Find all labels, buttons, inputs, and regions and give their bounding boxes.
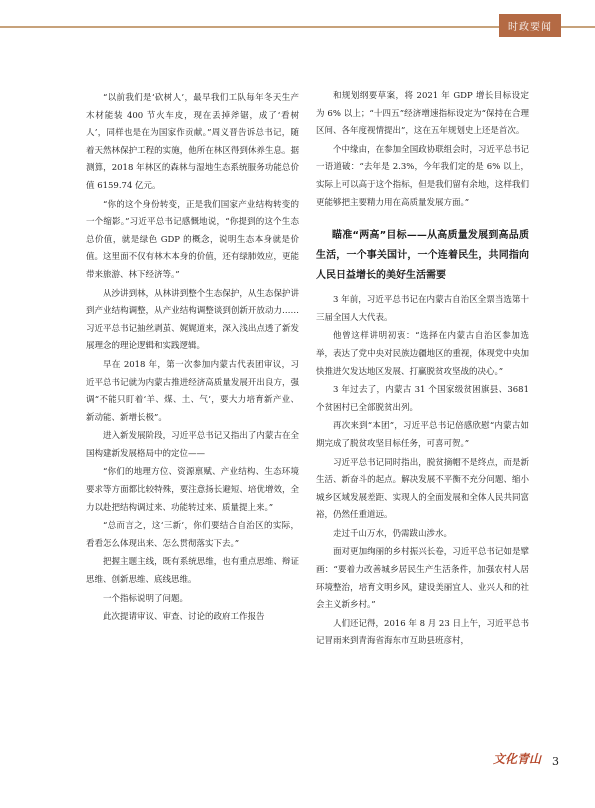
paragraph: 从沙讲到林，从林讲到整个生态保护，从生态保护讲到产业结构调整，从产业结构调整谈到创新开放动力……习近平总书记抽丝剥茧、娓娓道来，深入浅出点透了新发展理念的理论逻辑和实践逻辑。 [86,288,299,352]
section-subheading: 瞄准“两高”目标——从高质量发展到高品质生活，一个事关国计，一个连着民生，共同指向人民日益增长的美好生活需要 [316,230,529,282]
paragraph: “你的这个身份转变，正是我们国家产业结构转变的一个缩影。”习近平总书记感慨地说，“你提到的这个生态总价值，就是绿色 GDP 的概念，说明生态本身就是价值。这里面不仅有林木本身的价值，还有绿肺效应，更能带来旅游、林下经济等。” [86,199,299,280]
left-column [86,90,299,628]
paragraph: 人们还记得，2016 年 8 月 23 日上午，习近平总书记冒雨来到青海省海东市互助县班彦村， [316,618,529,647]
paragraph: 习近平总书记同时指出，脱贫摘帽不是终点，而是新生活、新奋斗的起点。解决发展不平衡不充分问题、缩小城乡区域发展差距、实现人的全面发展和全体人民共同富裕，仍然任重道远。 [316,457,529,521]
paragraph: 走过千山万水，仍需跋山涉水。 [333,528,453,539]
paragraph: 3 年前，习近平总书记在内蒙古自治区全票当选第十三届全国人大代表。 [316,295,529,323]
paragraph: 把握主题主线，既有系统思维，也有重点思维、辩证思维、创新思维、底线思维。 [86,557,299,586]
paragraph: 3 年过去了，内蒙古 31 个国家级贫困旗县、3681 个贫困村已全部脱贫出列。 [316,385,529,413]
paragraph: 进入新发展阶段，习近平总书记又指出了内蒙古在全国构建新发展格局中的定位—— [86,431,299,459]
paragraph: 他曾这样讲明初衷：“选择在内蒙古自治区参加选举，表达了党中央对民族边疆地区的重视，体现党中央加快推进欠发达地区发展、打赢脱贫攻坚战的决心。” [316,331,529,377]
paragraph: 此次提请审议、审查、讨论的政府工作报告 [103,612,265,623]
paragraph: 再次来到“本团”，习近平总书记倍感欣慰“内蒙古如期完成了脱贫攻坚目标任务，可喜可贺。” [316,421,529,449]
paragraph: 早在 2018 年，第一次参加内蒙古代表团审议，习近平总书记就为内蒙古推进经济高质量发展开出良方，强调“不能只盯着‘羊、煤、土、气’，要大力培育新产业、新动能、新增长极”。 [86,359,299,423]
page-number: 3 [552,755,559,768]
paragraph: “总而言之，这‘三新’，你们要结合自治区的实际，看看怎么体现出来、怎么贯彻落实下去。” [86,521,299,549]
section-label: 时政要闻 [499,14,561,37]
paragraph: 个中缘由，在参加全国政协联组会时，习近平总书记一语道破：“去年是 2.3%，今年我们定的是 6% 以上，实际上可以高于这个指标，但是我们留有余地，这样我们更能够把主要精力用在高质量发展方面。” [316,144,529,208]
paragraph: “以前我们是‘砍树人’，最早我们工队每年冬天生产木材能装 400 节火车皮，现在丢掉斧锯，成了‘看树人’，同样也是在为国家作贡献。”周义晋告诉总书记，随着天然林保护工程的实施，他所在林区得到休养生息。据测算，2018 年林区的森林与湿地生态系统服务功能总价值 6159.74 亿元。 [86,93,299,191]
paragraph: 面对更加绚丽的乡村振兴长卷，习近平总书记如是擘画：“要着力改善城乡居民生产生活条件，加强农村人居环境整治，培育文明乡风，建设美丽宜人、业兴人和的社会主义新乡村。” [316,547,529,611]
paragraph: 和规划纲要草案，将 2021 年 GDP 增长目标设定为 6% 以上；“十四五”经济增速指标设定为“保持在合理区间、各年度视情提出”，这在五年规划史上还是首次。 [316,91,529,137]
magazine-logo: 文化青山 [492,752,541,766]
paragraph: “你们的地理方位、资源禀赋、产业结构、生态环境要求等方面都比较特殊，要注意扬长避短、培优增效，全力以赴把结构调过来、功能转过来、质量提上来。” [86,467,299,513]
paragraph: 一个指标说明了问题。 [103,593,189,604]
right-column [316,88,529,652]
